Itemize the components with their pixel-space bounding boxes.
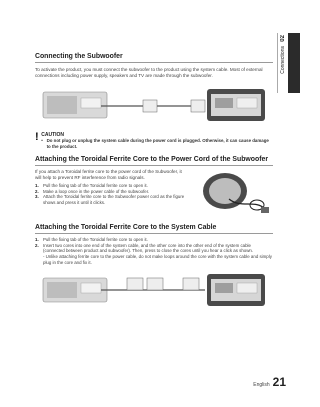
caution-item bbox=[41, 138, 273, 149]
system-ferrite-note: - Unlike attaching ferrite core to the power cable, do not make loops around the core with the system cable and simply plug in the core and fix it. bbox=[43, 253, 272, 265]
section-body-power-ferrite: If you attach a Toroidal ferrite core to the power cord of the Subwoofer, it will help to prevent RF interference from radio signals. bbox=[35, 169, 182, 181]
step-number: 3. bbox=[35, 194, 39, 200]
exclamation-icon: ! bbox=[35, 131, 39, 143]
power-ferrite-row bbox=[35, 169, 273, 217]
chapter-tab bbox=[277, 33, 288, 93]
caution-title: CAUTION bbox=[41, 132, 65, 138]
bullet-icon: • bbox=[41, 138, 43, 143]
chapter-tab-marker bbox=[288, 33, 300, 93]
subwoofer-connection-figure bbox=[35, 84, 273, 126]
list-item bbox=[35, 194, 185, 205]
section-title-subwoofer: Connecting the Subwoofer bbox=[35, 53, 273, 63]
power-ferrite-text bbox=[35, 169, 185, 217]
chapter-label: Connections bbox=[280, 45, 286, 74]
step-number: 2. bbox=[35, 188, 39, 194]
system-ferrite-figure bbox=[35, 270, 273, 310]
step-text: Attach the Toroidal ferrite core to the Subwoofer power cord as the figure shows and press it until it clicks. bbox=[43, 194, 185, 205]
step-text: Pull the fixing tab of the Toroidal ferrite core to open it. bbox=[43, 183, 148, 189]
list-item bbox=[35, 243, 273, 254]
chapter-number: 02 bbox=[280, 35, 286, 42]
section-title-power-ferrite: Attaching the Toroidal Ferrite Core to the Power Cord of the Subwoofer bbox=[35, 156, 273, 166]
page-number: 21 bbox=[272, 375, 286, 389]
step-text: Pull the fixing tab of the Toroidal ferrite core to open it. bbox=[43, 237, 148, 243]
footer-language: English bbox=[253, 382, 270, 388]
step-text: Make a loop once in the power cable of the subwoofer. bbox=[43, 188, 150, 194]
page-content bbox=[35, 53, 273, 310]
step-number: 2. bbox=[35, 242, 39, 248]
step-text: Insert two cores into one end of the system cable, and the other core into the other end of the system cable (connected between product and subwoofer). Then, press to close the cores until you hear a click as shown. bbox=[43, 242, 254, 254]
power-ferrite-steps bbox=[35, 183, 185, 205]
section-body-subwoofer: To activate the product, you must connect the subwoofer to the product using the system cable. Most of external connections including power supply, speakers and TV are made through the subwoofer. bbox=[35, 67, 263, 78]
system-ferrite-steps bbox=[35, 237, 273, 254]
section-title-system-ferrite: Attaching the Toroidal Ferrite Core to the System Cable bbox=[35, 224, 273, 234]
caution-text: Do not plug or unplug the system cable during the power cord is plugged. Otherwise, it can cause damage to the product. bbox=[46, 138, 269, 149]
page-footer bbox=[253, 375, 286, 389]
caution-block bbox=[35, 132, 273, 149]
step-number: 1. bbox=[35, 183, 39, 189]
step-number: 1. bbox=[35, 237, 39, 243]
power-ferrite-figure bbox=[185, 169, 273, 217]
